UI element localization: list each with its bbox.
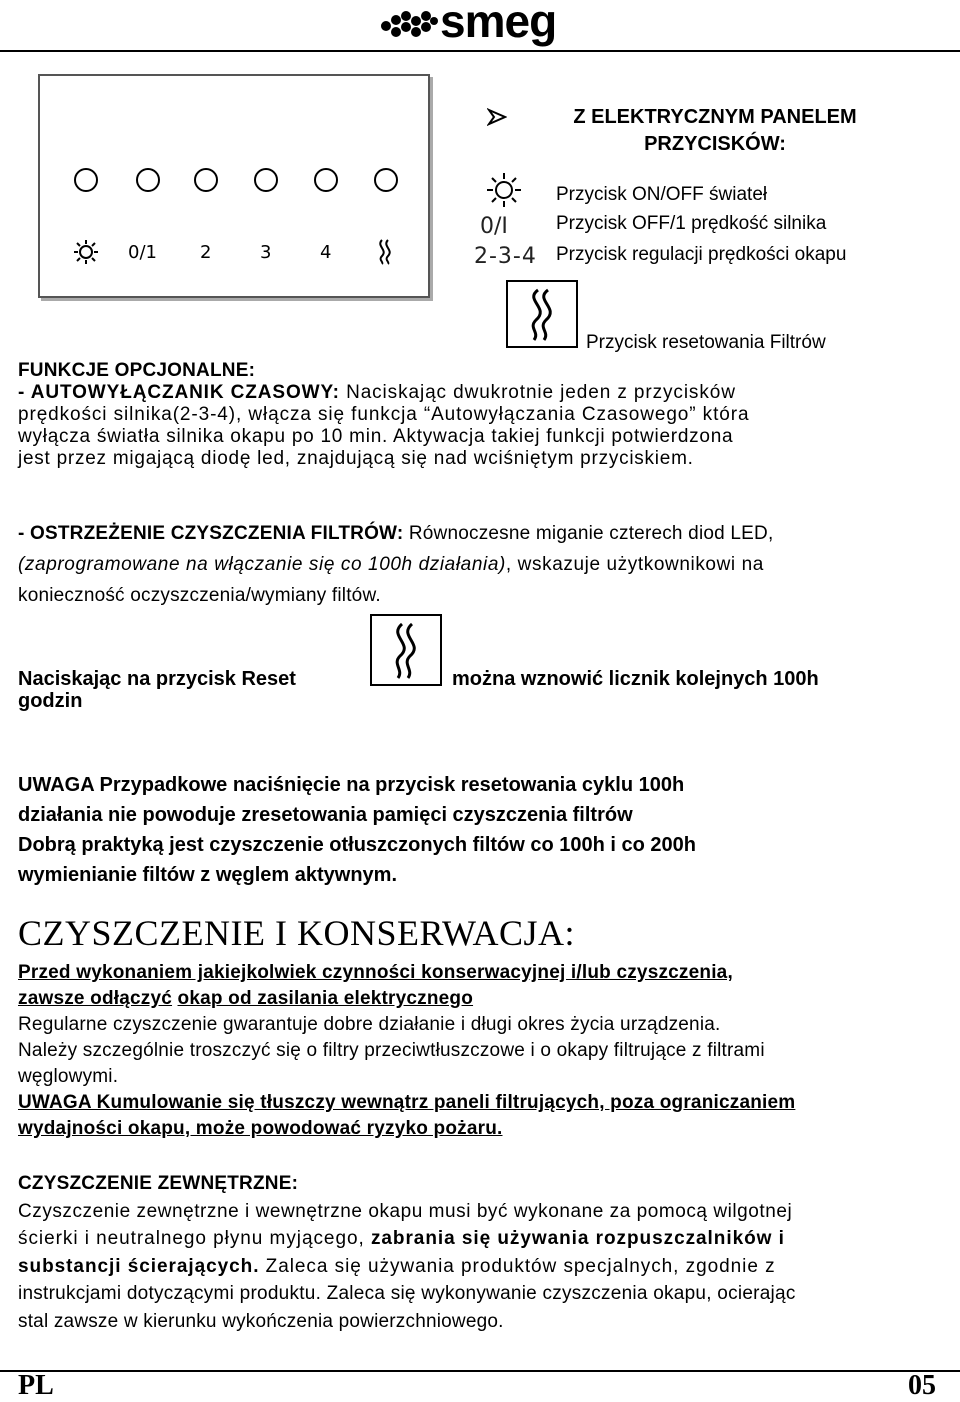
- legend-reset-text: Przycisk resetowania Filtrów: [586, 332, 826, 353]
- brand-logo: smeg: [440, 0, 557, 47]
- external-line1: Czyszczenie zewnętrzne i wewnętrzne okapu musi być wykonane za pomocą wilgotnej: [18, 1200, 793, 1222]
- panel-label-4: 4: [320, 242, 332, 263]
- panel-label-2: 2: [200, 242, 212, 263]
- reset-instruction-right: można wznowić licznik kolejnych 100h: [452, 668, 819, 690]
- warning-line1: UWAGA Przypadkowe naciśnięcie na przycisk resetowania cyklu 100h: [18, 774, 685, 796]
- filter-warning-line2: (zaprogramowane na włączanie się co 100h działania), wskazuje użytkownikowi na: [18, 554, 764, 575]
- filter-warning-paragraph: [18, 518, 948, 611]
- cleaning-heading: CZYSZCZENIE I KONSERWACJA:: [18, 913, 576, 953]
- external-cleaning-section: [18, 1170, 958, 1335]
- external-line2: ścierki i neutralnego płynu myjącego, zabrania się używania rozpuszczalników i: [18, 1228, 785, 1249]
- auto-timer-line3: wyłącza światła silnika okapu po 10 min. Aktywacja takiej funkcji potwierdzona: [18, 426, 734, 447]
- header-rule: [0, 50, 960, 52]
- warning-line2: działania nie powoduje zresetowania pamięci czyszczenia filtrów: [18, 804, 633, 826]
- cleaning-line4: Należy szczególnie troszczyć się o filtry przeciwtłuszczowe i o okapy filtrujące z filtrami: [18, 1040, 765, 1061]
- panel-title-line1: Z ELEKTRYCZNYM PANELEM: [573, 106, 857, 128]
- auto-timer-line1: - AUTOWYŁĄCZANIK CZASOWY: Naciskając dwukrotnie jeden z przycisków: [18, 382, 736, 403]
- panel-label-01: 0/1: [128, 242, 157, 263]
- warning-block: [18, 770, 696, 890]
- cleaning-section: [18, 960, 958, 1142]
- legend-light-text: Przycisk ON/OFF świateł: [556, 184, 768, 205]
- auto-timer-line4: jest przez migającą diodę led, znajdującą się nad wciśniętym przyciskiem.: [18, 448, 694, 469]
- external-line5: stal zawsze w kierunku wykończenia powierzchniowego.: [18, 1310, 504, 1332]
- cleaning-ul-line6: UWAGA Kumulowanie się tłuszczy wewnątrz paneli filtrujących, poza ograniczaniem: [18, 1092, 796, 1113]
- reset-instruction-hours: godzin: [18, 690, 83, 712]
- panel-buttons-graphic: [66, 160, 416, 270]
- external-heading: CZYSZCZENIE ZEWNĘTRZNE:: [18, 1173, 299, 1194]
- cleaning-ul-line1: Przed wykonaniem jakiejkolwiek czynności konserwacyjnej i/lub czyszczenia,: [18, 962, 733, 983]
- filter-reset-icon: [506, 280, 578, 348]
- bullet-arrow-icon: [487, 108, 507, 126]
- warning-line4: wymienianie filtów z węglem aktywnym.: [18, 864, 397, 886]
- cleaning-ul-line2: zawsze odłączyć okap od zasilania elektrycznego: [18, 988, 474, 1009]
- external-line3: substancji ścierających. Zaleca się używania produktów specjalnych, zgodnie z: [18, 1255, 776, 1277]
- speed-234-icon: 2-3-4: [474, 244, 537, 269]
- panel-title-line2: PRZYCISKÓW:: [644, 133, 786, 155]
- reset-instruction-left: Naciskając na przycisk Reset: [18, 668, 296, 690]
- footer-page-number: 05: [908, 1370, 936, 1401]
- light-bulb-icon: [484, 170, 524, 210]
- optional-heading: FUNKCJE OPCJONALNE:: [18, 360, 256, 381]
- panel-section-title: [535, 104, 895, 158]
- filter-warning-line3: konieczność oczyszczenia/wymiany filtów.: [18, 585, 381, 606]
- legend-regulation-text: Przycisk regulacji prędkości okapu: [556, 244, 847, 265]
- panel-label-3: 3: [260, 242, 272, 263]
- cleaning-line5: węglowymi.: [18, 1066, 119, 1087]
- speed-01-icon: 0/I: [480, 214, 508, 239]
- smeg-logo-dots: [378, 8, 440, 38]
- cleaning-line3: Regularne czyszczenie gwarantuje dobre działanie i długi okres życia urządzenia.: [18, 1014, 721, 1035]
- cleaning-ul-line7: wydajności okapu, może powodować ryzyko pożaru.: [18, 1118, 503, 1139]
- footer-rule: [0, 1370, 960, 1372]
- filter-warning-line1: - OSTRZEŻENIE CZYSZCZENIA FILTRÓW: Równoczesne miganie czterech diod LED,: [18, 523, 774, 544]
- external-line4: instrukcjami dotyczącymi produktu. Zaleca się wykonywanie czyszczenia okapu, ocierając: [18, 1283, 796, 1304]
- warning-line3: Dobrą praktyką jest czyszczenie otłuszczonych filtów co 100h i co 200h: [18, 834, 697, 856]
- legend-speed-text: Przycisk OFF/1 prędkość silnika: [556, 213, 827, 234]
- reset-button-icon: [370, 614, 442, 686]
- auto-timer-line2: prędkości silnika(2-3-4), włącza się funkcja “Autowyłączania Czasowego” która: [18, 404, 750, 425]
- footer-language: PL: [18, 1370, 54, 1401]
- optional-functions: [18, 360, 942, 470]
